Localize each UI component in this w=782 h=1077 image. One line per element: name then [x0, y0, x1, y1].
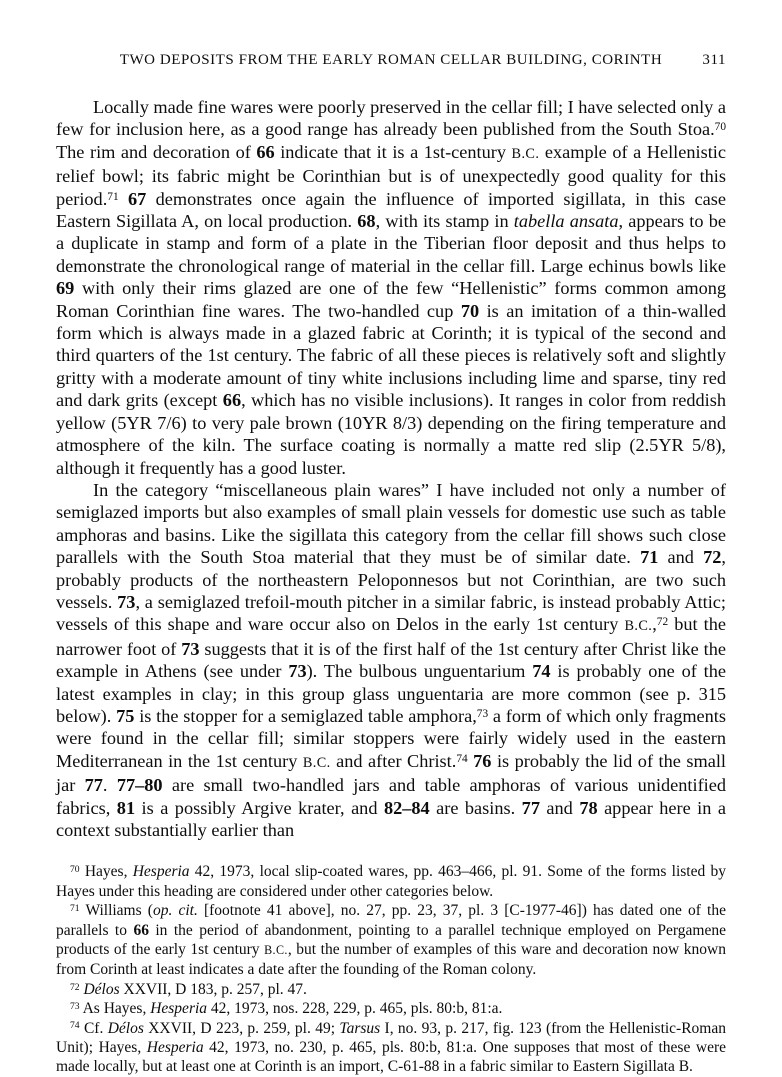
footnote-74: $^{74}$ Cf. Délos XXVII, D 223, p. 259, pl. 49; Tarsus I, no. 93, p. 217, fig. 123 (from the Hellenistic-Roman Unit); Hayes, Hesperia 42, 1973, no. 230, p. 465, pls. 80:b, 81:a. One supposes that most of these were made locally, but at least one at Corinth is an import, C-61-88 in a fabric similar to Eastern Sigillata B. [56, 1019, 726, 1076]
footnote-71: $^{71}$ Williams (op. cit. [footnote 41 above], no. 27, pp. 23, 37, pl. 3 [C-1977-46]) has dated one of the parallels to 66 in the period of abandonment, pointing to a parallel technique employed on Pergamene products of the early 1st century B.C., but the number of examples of this ware and decoration now known from Corinth at least indicates a date after the founding of the Roman colony. [56, 902, 727, 979]
paragraph-plain-wares: In the category “miscellaneous plain wares” I have included not only a number of semiglazed imports but also examples of small plain vessels for domestic use such as table amphoras and basins. Like the sigillata this category from the cellar fill shows such close parallels with the South Stoa material that they must be of similar date. 71 and 72, probably products of the northeastern Peloponnesos but not Corinthian, are two such vessels. 73, a semiglazed trefoil-mouth pitcher in a similar fabric, is instead probably Attic; vessels of this shape and ware occur also on Delos in the early 1st century B.C.,$^{72}$ but the narrower foot of 73 suggests that it is of the first half of the 1st century after Christ like the example in Athens (see under 73). The bulbous unguentarium 74 is probably one of the latest examples in clay; in this group glass unguentaria are more common (see p. 315 below). 75 is the stopper for a semiglazed table amphora,$^{73}$ a form of which only fragments were found in the cellar fill; similar stoppers were fairly widely used in the eastern Mediterranean in the 1st century B.C. and after Christ.$^{74}$ 76 is probably the lid of the small jar 77. 77–80 are small two-handled jars and table amphoras of various unidentified fabrics, 81 is a possibly Argive krater, and 82–84 are basins. 77 and 78 appear here in a context substantially earlier than [56, 479, 727, 840]
running-title: TWO DEPOSITS FROM THE EARLY ROMAN CELLAR BUILDING, CORINTH [119, 52, 663, 68]
footnote-70: $^{70}$ Hayes, Hesperia 42, 1973, local slip-coated wares, pp. 463–466, pl. 91. Some of the forms listed by Hayes under this heading are considered under other categories below. [56, 863, 726, 900]
page-header [56, 52, 726, 69]
paragraph-fine-wares: Locally made fine wares were poorly preserved in the cellar fill; I have selected only a few for inclusion here, as a good range has already been published from the South Stoa.$^{70}$ The rim and decoration of 66 indicate that it is a 1st-century B.C. example of a Hellenistic relief bowl; its fabric might be Corinthian but is of unexpectedly good quality for this period.$^{71}$ 67 demonstrates once again the influence of imported sigillata, in this case Eastern Sigillata A, on local production. 68, with its stamp in tabella ansata, appears to be a duplicate in stamp and form of a plate in the Tiberian floor deposit and thus helps to demonstrate the chronological range of material in the cellar fill. Large echinus bowls like 69 with only their rims glazed are one of the few “Hellenistic” forms common among Roman Corinthian fine wares. The two-handled cup 70 is an imitation of a thin-walled form which is always made in a glazed fabric at Corinth; it is typical of the second and third quarters of the 1st century. The fabric of all these pieces is relatively soft and slightly gritty with a moderate amount of tiny white inclusions including lime and sparse, tiny red and dark grits (except 66, which has no visible inclusions). It ranges in color from reddish yellow (5YR 7/6) to very pale brown (10YR 8/3) depending on the firing temperature and atmosphere of the kiln. The surface coating is normally a matte red slip (2.5YR 5/8), although it frequently has a good luster. [56, 97, 726, 478]
page-number: 311 [702, 52, 726, 68]
footnote-73: $^{73}$ As Hayes, Hesperia 42, 1973, nos. 228, 229, p. 465, pls. 80:b, 81:a. [70, 1000, 503, 1018]
article-body [56, 96, 726, 841]
footnote-72: $^{72}$ Délos XXVII, D 183, p. 257, pl. 47. [70, 980, 307, 998]
footnotes-section [56, 862, 726, 1076]
